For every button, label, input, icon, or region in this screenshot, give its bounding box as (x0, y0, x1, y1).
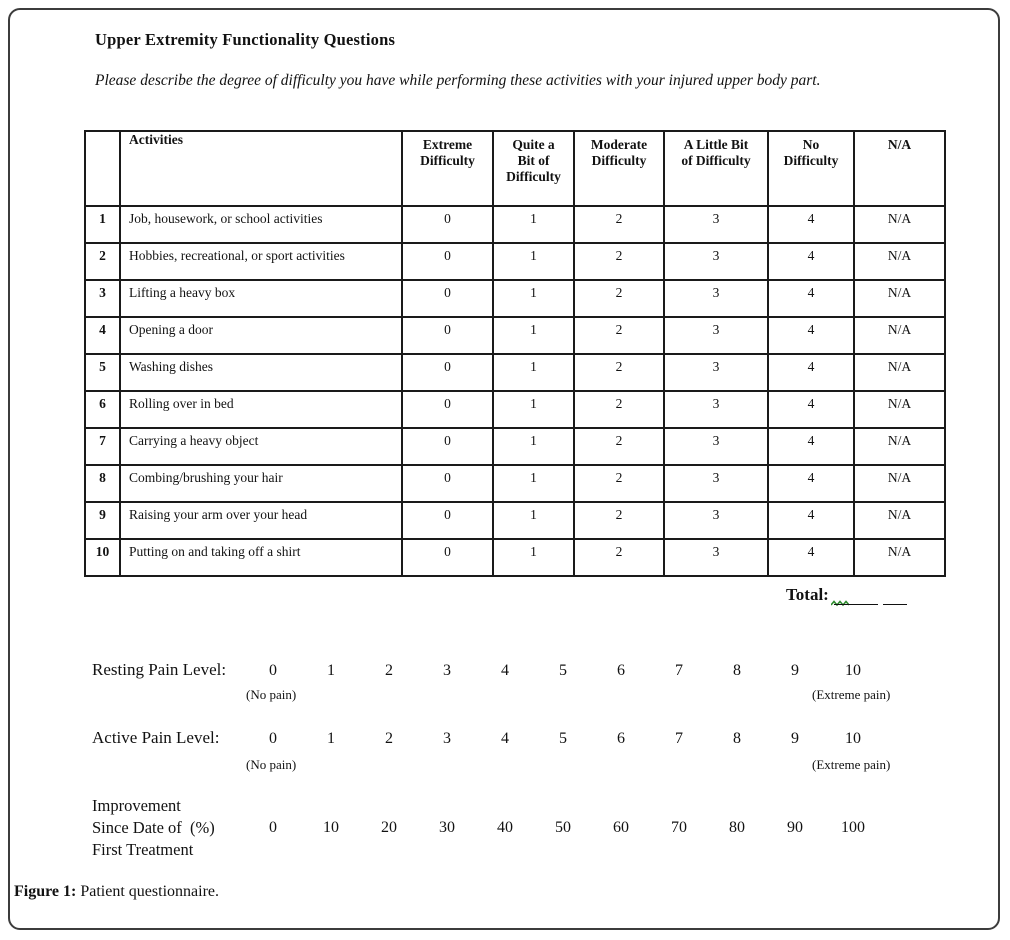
column-header-na: N/A (854, 131, 945, 206)
score-cell: 2 (574, 280, 664, 317)
active-pain-label: Active Pain Level: (92, 728, 220, 747)
scale-value: 30 (439, 819, 455, 836)
header-row (85, 131, 945, 206)
scale-value: 80 (729, 819, 745, 836)
resting-min-note: (No pain) (246, 687, 297, 702)
activity-label: Opening a door (120, 317, 402, 354)
score-cell: 0 (402, 243, 493, 280)
scale-value: 60 (613, 819, 629, 836)
scale-value: 3 (443, 662, 451, 679)
score-cell: 0 (402, 354, 493, 391)
score-cell: 0 (402, 502, 493, 539)
scale-value: 9 (791, 662, 799, 679)
improvement-values (244, 819, 882, 837)
score-cell: 4 (768, 428, 854, 465)
score-cell: 0 (402, 317, 493, 354)
scale-value: 1 (327, 730, 335, 747)
page-title: Upper Extremity Functionality Questions (95, 30, 396, 49)
row-number: 4 (85, 317, 120, 354)
score-cell: 1 (493, 502, 574, 539)
scale-value: 50 (555, 819, 571, 836)
score-cell: 4 (768, 317, 854, 354)
activity-label: Washing dishes (120, 354, 402, 391)
active-pain-scale (92, 728, 882, 748)
score-cell: 2 (574, 317, 664, 354)
score-cell: 2 (574, 206, 664, 243)
activity-label: Hobbies, recreational, or sport activities (120, 243, 402, 280)
table-row (85, 502, 945, 539)
table-row (85, 243, 945, 280)
row-number: 7 (85, 428, 120, 465)
score-cell: 4 (768, 465, 854, 502)
activity-label: Rolling over in bed (120, 391, 402, 428)
score-cell: N/A (854, 502, 945, 539)
total-underscore-2 (883, 602, 907, 605)
score-cell: 2 (574, 391, 664, 428)
total-underscore-1 (834, 602, 878, 605)
row-number: 10 (85, 539, 120, 576)
score-cell: 1 (493, 428, 574, 465)
score-cell: N/A (854, 539, 945, 576)
score-cell: 2 (574, 428, 664, 465)
score-cell: N/A (854, 354, 945, 391)
scale-value: 10 (845, 662, 861, 679)
row-number: 3 (85, 280, 120, 317)
score-cell: 0 (402, 206, 493, 243)
score-cell: 1 (493, 206, 574, 243)
resting-pain-label: Resting Pain Level: (92, 660, 227, 679)
score-cell: 3 (664, 317, 768, 354)
score-cell: 4 (768, 280, 854, 317)
scale-value: 4 (501, 662, 509, 679)
score-cell: 1 (493, 354, 574, 391)
score-cell: 2 (574, 354, 664, 391)
scale-value: 4 (501, 730, 509, 747)
score-cell: N/A (854, 391, 945, 428)
score-cell: 3 (664, 502, 768, 539)
score-cell: N/A (854, 317, 945, 354)
active-pain-values (244, 730, 882, 748)
score-cell: 3 (664, 391, 768, 428)
activity-label: Raising your arm over your head (120, 502, 402, 539)
corner-cell (85, 131, 120, 206)
activity-label: Job, housework, or school activities (120, 206, 402, 243)
scale-value: 7 (675, 662, 683, 679)
row-number: 6 (85, 391, 120, 428)
score-cell: 2 (574, 465, 664, 502)
resting-pain-scale (92, 660, 882, 680)
table-row (85, 317, 945, 354)
score-cell: 1 (493, 465, 574, 502)
row-number: 9 (85, 502, 120, 539)
score-cell: 1 (493, 280, 574, 317)
score-cell: 2 (574, 502, 664, 539)
activity-label: Carrying a heavy object (120, 428, 402, 465)
score-cell: 3 (664, 280, 768, 317)
row-number: 1 (85, 206, 120, 243)
improvement-scale (92, 795, 882, 861)
scale-value: 8 (733, 662, 741, 679)
total-blank-line (831, 585, 907, 605)
row-number: 2 (85, 243, 120, 280)
table-row (85, 354, 945, 391)
score-cell: 2 (574, 539, 664, 576)
activity-label: Putting on and taking off a shirt (120, 539, 402, 576)
resting-max-note: (Extreme pain) (812, 687, 891, 702)
activity-label: Combing/brushing your hair (120, 465, 402, 502)
activities-header: Activities (120, 131, 402, 206)
score-cell: 4 (768, 539, 854, 576)
column-header-no-difficulty: No Difficulty (768, 131, 854, 206)
score-cell: 4 (768, 206, 854, 243)
difficulty-table (84, 130, 946, 577)
score-cell: 1 (493, 539, 574, 576)
scale-value: 40 (497, 819, 513, 836)
scale-value: 20 (381, 819, 397, 836)
score-cell: 4 (768, 502, 854, 539)
table-row (85, 280, 945, 317)
scale-value: 5 (559, 730, 567, 747)
score-cell: N/A (854, 428, 945, 465)
score-cell: N/A (854, 206, 945, 243)
scale-value: 5 (559, 662, 567, 679)
scale-value: 0 (269, 819, 277, 836)
scale-value: 0 (269, 662, 277, 679)
score-cell: 0 (402, 465, 493, 502)
score-cell: 4 (768, 391, 854, 428)
score-cell: 3 (664, 428, 768, 465)
improvement-label: Improvement Since Date of (%) First Treatment (92, 796, 215, 859)
column-header-extreme: Extreme Difficulty (402, 131, 493, 206)
score-cell: 1 (493, 243, 574, 280)
table-row (85, 539, 945, 576)
score-cell: 0 (402, 391, 493, 428)
scale-value: 8 (733, 730, 741, 747)
scale-value: 100 (841, 819, 865, 836)
score-cell: 0 (402, 428, 493, 465)
score-cell: N/A (854, 465, 945, 502)
total-field (786, 585, 907, 605)
row-number: 5 (85, 354, 120, 391)
score-cell: 3 (664, 243, 768, 280)
score-cell: 0 (402, 539, 493, 576)
scale-value: 9 (791, 730, 799, 747)
score-cell: 2 (574, 243, 664, 280)
score-cell: 1 (493, 317, 574, 354)
total-label: Total: (786, 585, 829, 604)
active-max-note: (Extreme pain) (812, 757, 891, 772)
active-min-note: (No pain) (246, 757, 297, 772)
score-cell: N/A (854, 243, 945, 280)
score-cell: 3 (664, 354, 768, 391)
scale-value: 10 (845, 730, 861, 747)
table-row (85, 465, 945, 502)
scale-value: 2 (385, 730, 393, 747)
scale-value: 6 (617, 730, 625, 747)
activity-label: Lifting a heavy box (120, 280, 402, 317)
scale-value: 90 (787, 819, 803, 836)
table-row (85, 391, 945, 428)
row-number: 8 (85, 465, 120, 502)
figure-caption-text: Patient questionnaire. (76, 883, 219, 900)
column-header-quite-a-bit: Quite a Bit of Difficulty (493, 131, 574, 206)
scale-value: 0 (269, 730, 277, 747)
figure-caption-label: Figure 1: (14, 883, 77, 900)
scale-value: 70 (671, 819, 687, 836)
scale-value: 7 (675, 730, 683, 747)
figure-caption (14, 883, 219, 901)
score-cell: 3 (664, 465, 768, 502)
score-cell: 3 (664, 539, 768, 576)
score-cell: 3 (664, 206, 768, 243)
column-header-little-bit: A Little Bit of Difficulty (664, 131, 768, 206)
scale-value: 1 (327, 662, 335, 679)
table-row (85, 428, 945, 465)
score-cell: 0 (402, 280, 493, 317)
instruction-text: Please describe the degree of difficulty you have while performing these activities with your injured upper body part. (95, 72, 821, 89)
scale-value: 3 (443, 730, 451, 747)
table-row (85, 206, 945, 243)
score-cell: 1 (493, 391, 574, 428)
resting-pain-values (244, 662, 882, 680)
scale-value: 6 (617, 662, 625, 679)
score-cell: 4 (768, 354, 854, 391)
scale-value: 2 (385, 662, 393, 679)
scale-value: 10 (323, 819, 339, 836)
score-cell: 4 (768, 243, 854, 280)
column-header-moderate: Moderate Difficulty (574, 131, 664, 206)
score-cell: N/A (854, 280, 945, 317)
